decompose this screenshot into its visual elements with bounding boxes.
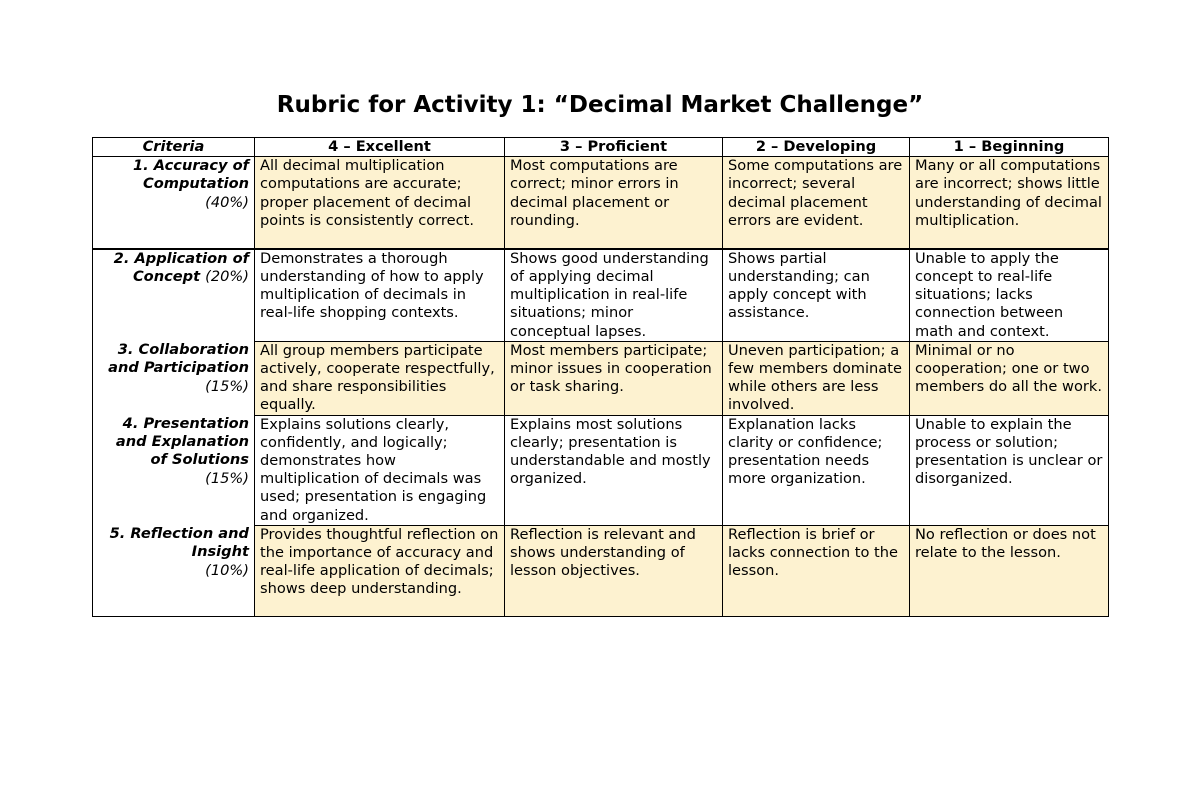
rubric-cell-beginning: Many or all computations are incorrect; shows little understanding of decimal multiplication. <box>910 157 1109 249</box>
header-proficient: 3 – Proficient <box>505 138 723 157</box>
criterion-weight: (20%) <box>205 267 249 285</box>
rubric-row-presentation <box>93 415 1109 525</box>
criterion-name: 1. Accuracy of Computation <box>133 157 249 193</box>
rubric-cell-excellent: Demonstrates a thorough understanding of how to apply multiplication of decimals in real-life shopping contexts. <box>255 249 505 342</box>
rubric-cell-beginning: Unable to apply the concept to real-life situations; lacks connection between math and context. <box>910 249 1109 342</box>
rubric-cell-proficient: Most computations are correct; minor errors in decimal placement or rounding. <box>505 157 723 249</box>
header-row <box>93 138 1109 157</box>
rubric-cell-developing: Shows partial understanding; can apply concept with assistance. <box>723 249 910 342</box>
header-beginning: 1 – Beginning <box>910 138 1109 157</box>
rubric-cell-beginning: Minimal or no cooperation; one or two members do all the work. <box>910 341 1109 415</box>
rubric-cell-proficient: Most members participate; minor issues in cooperation or task sharing. <box>505 341 723 415</box>
rubric-cell-developing: Some computations are incorrect; several decimal placement errors are evident. <box>723 157 910 249</box>
criterion-cell <box>93 341 255 415</box>
criterion-name: 3. Collaboration and Participation <box>108 341 249 377</box>
rubric-row-reflection <box>93 525 1109 616</box>
criterion-name: 2. Application of Concept <box>113 249 249 285</box>
rubric-row-application <box>93 249 1109 342</box>
criterion-weight: (15%) <box>205 377 249 395</box>
criterion-cell <box>93 525 255 616</box>
rubric-cell-developing: Reflection is brief or lacks connection to the lesson. <box>723 525 910 616</box>
header-developing: 2 – Developing <box>723 138 910 157</box>
rubric-cell-excellent: Explains solutions clearly, confidently, and logically; demonstrates how multiplication of decimals was used; presentation is engaging and organized. <box>255 415 505 525</box>
rubric-cell-excellent: Provides thoughtful reflection on the importance of accuracy and real-life application of decimals; shows deep understanding. <box>255 525 505 616</box>
criterion-name: 5. Reflection and Insight <box>109 525 249 561</box>
criterion-cell <box>93 415 255 525</box>
rubric-cell-excellent: All group members participate actively, cooperate respectfully, and share responsibilities equally. <box>255 341 505 415</box>
rubric-cell-beginning: Unable to explain the process or solution; presentation is unclear or disorganized. <box>910 415 1109 525</box>
header-excellent: 4 – Excellent <box>255 138 505 157</box>
rubric-cell-developing: Explanation lacks clarity or confidence; presentation needs more organization. <box>723 415 910 525</box>
rubric-cell-proficient: Shows good understanding of applying decimal multiplication in real-life situations; minor conceptual lapses. <box>505 249 723 342</box>
rubric-cell-proficient: Reflection is relevant and shows understanding of lesson objectives. <box>505 525 723 616</box>
rubric-cell-developing: Uneven participation; a few members dominate while others are less involved. <box>723 341 910 415</box>
header-criteria: Criteria <box>93 138 255 157</box>
rubric-cell-beginning: No reflection or does not relate to the lesson. <box>910 525 1109 616</box>
criterion-cell <box>93 157 255 249</box>
criterion-cell <box>93 249 255 342</box>
document-title: Rubric for Activity 1: “Decimal Market Challenge” <box>276 92 924 118</box>
criterion-name: 4. Presentation and Explanation of Solutions <box>115 415 249 469</box>
criterion-weight: (40%) <box>205 193 249 211</box>
criterion-weight: (15%) <box>205 469 249 487</box>
criterion-weight: (10%) <box>205 561 249 579</box>
rubric-cell-proficient: Explains most solutions clearly; presentation is understandable and mostly organized. <box>505 415 723 525</box>
rubric-table <box>92 137 1109 617</box>
rubric-cell-excellent: All decimal multiplication computations are accurate; proper placement of decimal points is consistently correct. <box>255 157 505 249</box>
rubric-row-accuracy <box>93 157 1109 249</box>
rubric-row-collaboration <box>93 341 1109 415</box>
